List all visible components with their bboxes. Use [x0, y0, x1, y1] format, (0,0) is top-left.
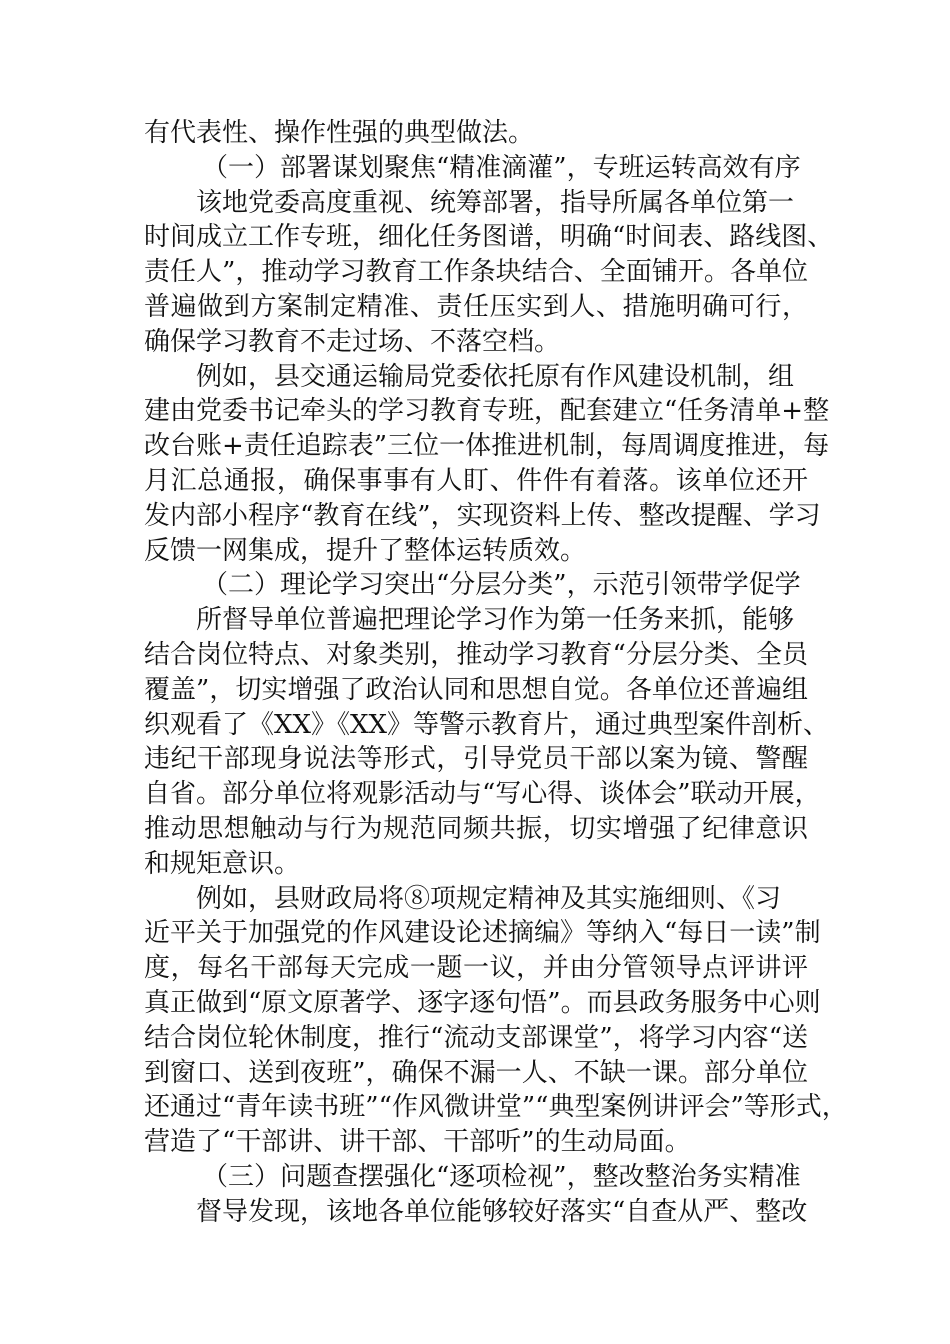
- text-line: 有代表性、操作性强的典型做法。: [144, 118, 535, 148]
- text-line: 发内部小程序“教育在线”，实现资料上传、整改提醒、学习: [144, 500, 821, 531]
- text-line: 时间成立工作专班，细化任务图谱，明确“时间表、路线图、: [144, 222, 834, 253]
- text-line: 自省。部分单位将观影活动与“写心得、谈体会”联动开展，: [144, 779, 821, 810]
- text-line: 例如，县交通运输局党委依托原有作风建设机制，组: [196, 361, 795, 392]
- text-line: 月汇总通报，确保事事有人盯、件件有着落。该单位还开: [144, 465, 808, 496]
- text-line: 真正做到“原文原著学、逐字逐句悟”。而县政务服务中心则: [144, 987, 821, 1018]
- text-line: 反馈一网集成，提升了整体运转质效。: [144, 535, 587, 566]
- text-line: 责任人”，推动学习教育工作条块结合、全面铺开。各单位: [144, 257, 808, 288]
- text-line: 推动思想触动与行为规范同频共振，切实增强了纪律意识: [144, 813, 808, 844]
- section-heading: （三）问题查摆强化“逐项检视”，整改整治务实精准: [202, 1161, 801, 1192]
- text-line: 覆盖”，切实增强了政治认同和思想自觉。各单位还普遍组: [144, 674, 808, 705]
- text-line: 度，每名干部每天完成一题一议，并由分管领导点评讲评: [144, 953, 808, 984]
- text-line: 违纪干部现身说法等形式，引导党员干部以案为镜、警醒: [144, 744, 808, 775]
- text-line: 和规矩意识。: [144, 848, 301, 879]
- text-line: 该地党委高度重视、统筹部署，指导所属各单位第一: [196, 187, 795, 218]
- text-line: 督导发现，该地各单位能够较好落实“自查从严、整改: [196, 1196, 808, 1227]
- section-heading: （二）理论学习突出“分层分类”，示范引领带学促学: [202, 570, 801, 601]
- text-line: 近平关于加强党的作风建设论述摘编》等纳入“每日一读”制: [144, 918, 821, 949]
- text-line: 改台账+责任追踪表”三位一体推进机制，每周调度推进，每: [144, 431, 830, 462]
- text-line: 确保学习教育不走过场、不落空档。: [144, 326, 561, 357]
- text-line: 结合岗位特点、对象类别，推动学习教育“分层分类、全员: [144, 639, 808, 670]
- text-line: 到窗口、送到夜班”，确保不漏一人、不缺一课。部分单位: [144, 1057, 808, 1088]
- text-line: 织观看了《XX》《XX》等警示教育片，通过典型案件剖析、: [144, 709, 830, 740]
- text-line: 还通过“青年读书班”“作风微讲堂”“典型案例讲评会”等形式，: [144, 1092, 848, 1123]
- text-line: 例如，县财政局将⑧项规定精神及其实施细则、《习: [196, 883, 782, 914]
- text-line: 建由党委书记牵头的学习教育专班，配套建立“任务清单+整: [144, 396, 830, 427]
- document-body: [144, 116, 848, 1230]
- text-line: 结合岗位轮休制度，推行“流动支部课堂”，将学习内容“送: [144, 1022, 808, 1053]
- text-line: 所督导单位普遍把理论学习作为第一任务来抓，能够: [196, 605, 795, 636]
- section-heading: （一）部署谋划聚焦“精准滴灌”，专班运转高效有序: [202, 152, 801, 183]
- text-line: 普遍做到方案制定精准、责任压实到人、措施明确可行，: [144, 291, 808, 322]
- text-line: 营造了“干部讲、讲干部、干部听”的生动局面。: [144, 1127, 691, 1158]
